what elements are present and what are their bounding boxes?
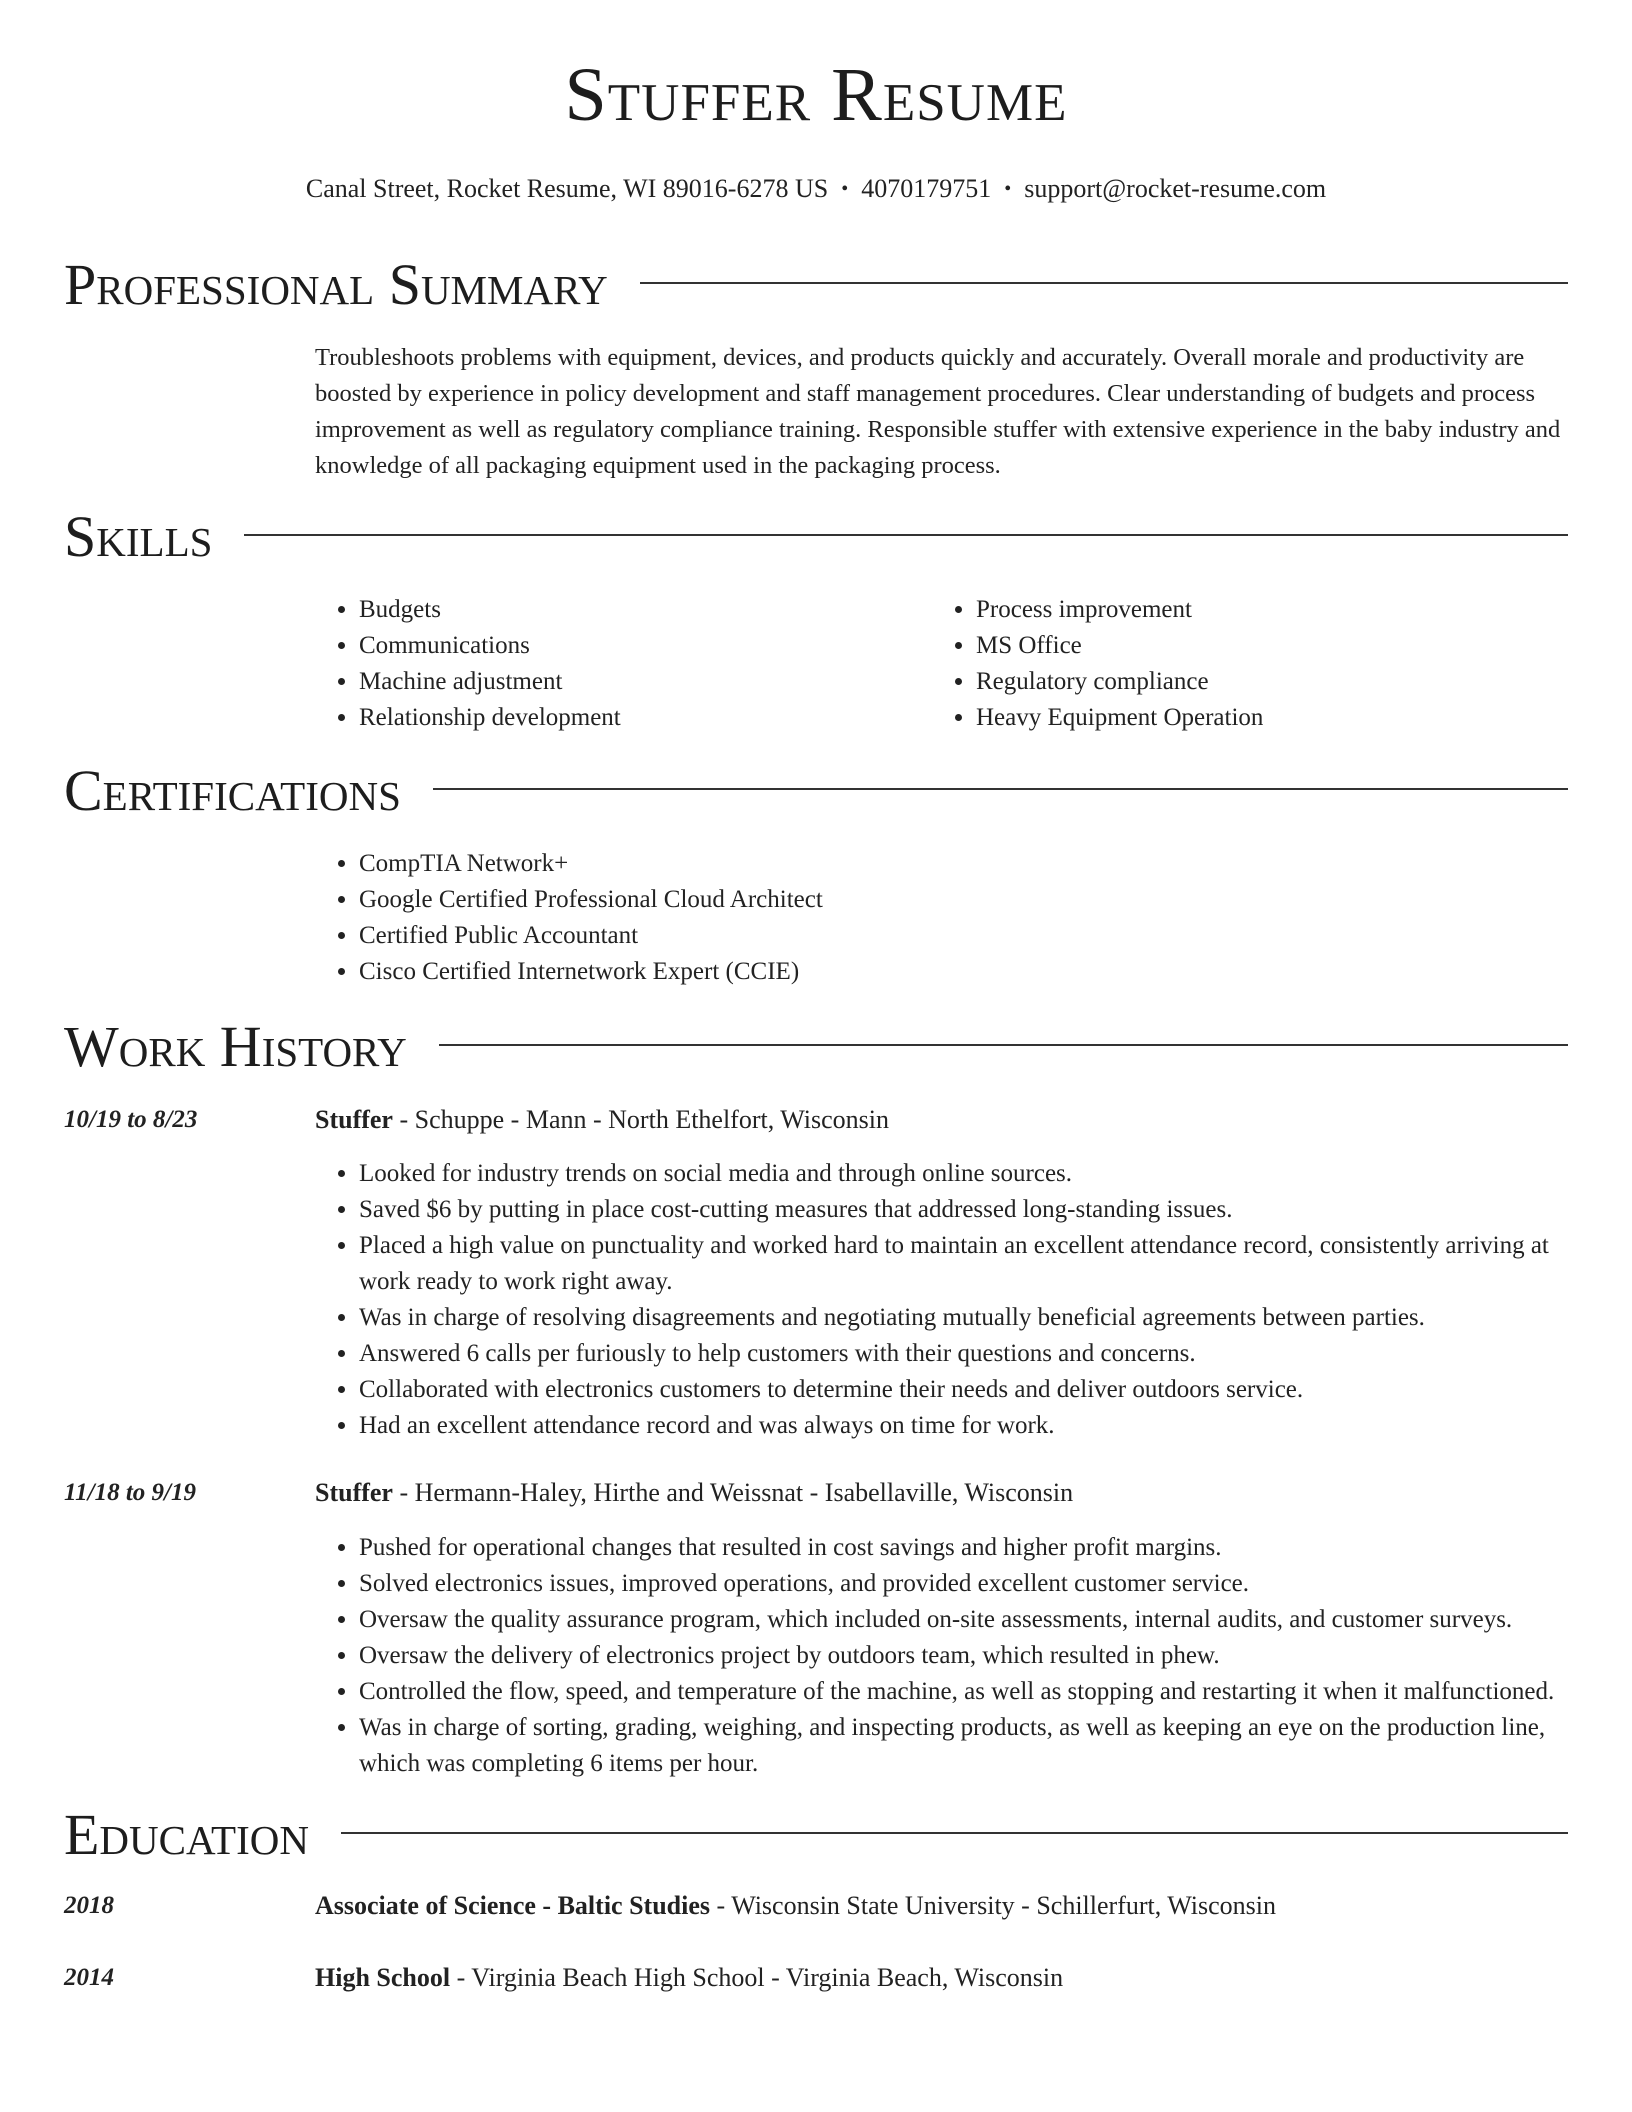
certification-item: • Certified Public Accountant (359, 918, 823, 954)
job-bullet: • Controlled the flow, speed, and temperature of the machine, as well as stopping and restarting it when it malfunctioned. (359, 1674, 1575, 1710)
job-role: Stuffer (315, 1478, 393, 1507)
skill-item: • Budgets (359, 592, 621, 628)
job-bullet: • Was in charge of resolving disagreements and negotiating mutually beneficial agreements between parties. (359, 1300, 1575, 1336)
education-year: 2014 (64, 1964, 114, 1991)
education-section-title: Education (64, 1802, 309, 1867)
job-bullets (315, 1156, 1575, 1444)
job-details: - Schuppe - Mann - North Ethelfort, Wisconsin (392, 1105, 889, 1134)
skills-column-1 (315, 592, 621, 736)
education-details: - Virginia Beach High School - Virginia Beach, Wisconsin (450, 1963, 1064, 1992)
work-section-title: Work History (64, 1014, 407, 1079)
job-bullet: • Answered 6 calls per furiously to help customers with their questions and concerns. (359, 1336, 1575, 1372)
work-section-header (64, 1014, 1568, 1079)
skills-section-header (64, 504, 1568, 569)
contact-separator: • (841, 178, 849, 200)
certification-item: • Google Certified Professional Cloud Architect (359, 882, 823, 918)
education-details: - Wisconsin State University - Schillerfurt, Wisconsin (710, 1891, 1276, 1920)
job-bullet: • Pushed for operational changes that resulted in cost savings and higher profit margins. (359, 1530, 1575, 1566)
skill-item: • Regulatory compliance (976, 664, 1263, 700)
job-bullet: • Oversaw the quality assurance program, which included on-site assessments, internal audits, and customer surveys. (359, 1602, 1575, 1638)
certification-item: • CompTIA Network+ (359, 846, 823, 882)
skill-item: • Process improvement (976, 592, 1263, 628)
contact-separator: • (1004, 178, 1012, 200)
certification-item: • Cisco Certified Internetwork Expert (CCIE) (359, 954, 823, 990)
certifications-section-header (64, 758, 1568, 823)
education-year: 2018 (64, 1892, 114, 1919)
job-bullet: • Was in charge of sorting, grading, weighing, and inspecting products, as well as keeping an eye on the production line, which was completing 6 items per hour. (359, 1710, 1575, 1782)
skill-item: • Machine adjustment (359, 664, 621, 700)
section-divider (244, 534, 1568, 536)
skill-item: • Relationship development (359, 700, 621, 736)
contact-phone: 4070179751 (861, 174, 992, 203)
education-entry (315, 1891, 1276, 1921)
skill-item: • Communications (359, 628, 621, 664)
skills-column-2 (932, 592, 1263, 736)
summary-section-title: Professional Summary (64, 252, 608, 317)
job-details: - Hermann-Haley, Hirthe and Weissnat - Isabellaville, Wisconsin (392, 1478, 1074, 1507)
job-bullet: • Collaborated with electronics customers to determine their needs and deliver outdoors service. (359, 1372, 1575, 1408)
education-degree: Associate of Science - Baltic Studies (315, 1891, 711, 1920)
job-dates: 10/19 to 8/23 (64, 1106, 198, 1133)
skill-item: • Heavy Equipment Operation (976, 700, 1263, 736)
contact-address: Canal Street, Rocket Resume, WI 89016-6278 US (305, 174, 829, 203)
job-dates: 11/18 to 9/19 (64, 1479, 196, 1506)
section-divider (341, 1832, 1568, 1834)
section-divider (433, 788, 1568, 790)
summary-text: Troubleshoots problems with equipment, devices, and products quickly and accurately. Overall morale and productivity are boosted by experience in policy development and staff management procedures. Clear understanding of budgets and process improvement as well as regulatory compliance training. Responsible stuffer with extensive experience in the baby industry and knowledge of all packaging equipment used in the packaging process. (315, 344, 1561, 479)
resume-name: Stuffer Resume (564, 53, 1068, 137)
education-degree: High School (315, 1963, 451, 1992)
skill-item: • MS Office (976, 628, 1263, 664)
job-bullet: • Saved $6 by putting in place cost-cutting measures that addressed long-standing issues. (359, 1192, 1575, 1228)
skills-section-title: Skills (64, 504, 213, 569)
job-bullet: • Oversaw the delivery of electronics project by outdoors team, which resulted in phew. (359, 1638, 1575, 1674)
section-divider (439, 1044, 1568, 1046)
job-role: Stuffer (315, 1105, 393, 1134)
contact-line (0, 174, 1632, 204)
job-bullet: • Solved electronics issues, improved operations, and provided excellent customer service. (359, 1566, 1575, 1602)
education-section-header (64, 1802, 1568, 1867)
job-heading (315, 1105, 889, 1135)
job-bullet: • Had an excellent attendance record and was always on time for work. (359, 1408, 1575, 1444)
contact-email: support@rocket-resume.com (1024, 174, 1327, 203)
certifications-section-title: Certifications (64, 758, 401, 823)
job-heading (315, 1478, 1073, 1508)
summary-section-header (64, 252, 1568, 317)
job-bullet: • Placed a high value on punctuality and worked hard to maintain an excellent attendance record, consistently arriving at work ready to work right away. (359, 1228, 1575, 1300)
job-bullet: • Looked for industry trends on social media and through online sources. (359, 1156, 1575, 1192)
section-divider (640, 282, 1568, 284)
certifications-list (315, 846, 823, 990)
job-bullets (315, 1530, 1575, 1782)
education-entry (315, 1963, 1063, 1993)
